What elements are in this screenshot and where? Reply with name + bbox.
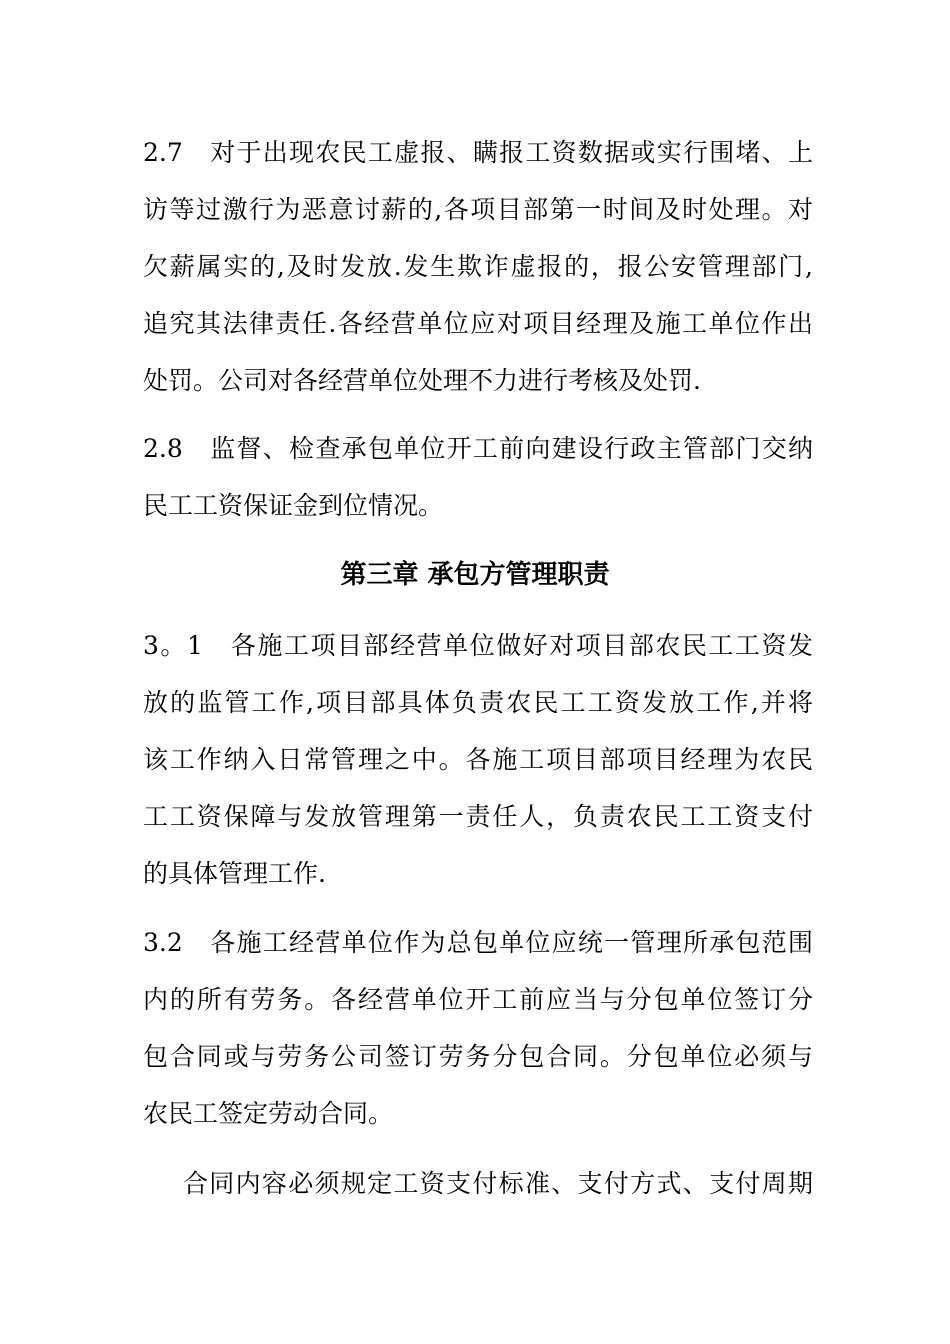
paragraph-line: 包合同或与劳务公司签订劳务分包合同。分包单位必须与 xyxy=(143,1042,813,1071)
paragraph-line: 欠薪属实的,及时发放.发生欺诈虚报的，报公安管理部门, xyxy=(143,252,813,281)
paragraph-line: 3。1 各施工项目部经营单位做好对项目部农民工工资发 xyxy=(143,631,813,660)
paragraph-line: 处罚。公司对各经营单位处理不力进行考核及处罚. xyxy=(143,366,701,395)
paragraph-line: 放的监管工作,项目部具体负责农民工工资发放工作,并将 xyxy=(143,688,813,717)
paragraph-line: 2.7 对于出现农民工虚报、瞒报工资数据或实行围堵、上 xyxy=(143,138,813,167)
paragraph-line: 农民工签定劳动合同。 xyxy=(143,1099,394,1128)
paragraph-line: 2.8 监督、检查承包单位开工前向建设行政主管部门交纳 xyxy=(143,434,813,463)
paragraph-line: 合同内容必须规定工资支付标准、支付方式、支付周期 xyxy=(183,1169,813,1198)
chapter-heading: 第三章 承包方管理职责 xyxy=(340,560,610,590)
paragraph-line: 访等过激行为恶意讨薪的,各项目部第一时间及时处理。对 xyxy=(143,195,813,224)
paragraph-line: 该工作纳入日常管理之中。各施工项目部项目经理为农民 xyxy=(143,745,813,774)
paragraph-line: 追究其法律责任.各经营单位应对项目经理及施工单位作出 xyxy=(143,309,813,338)
paragraph-line: 民工工资保证金到位情况。 xyxy=(143,491,444,520)
paragraph-line: 的具体管理工作. xyxy=(143,859,326,888)
paragraph-line: 3.2 各施工经营单位作为总包单位应统一管理所承包范围 xyxy=(143,928,813,957)
paragraph-line: 内的所有劳务。各经营单位开工前应当与分包单位签订分 xyxy=(143,985,813,1014)
paragraph-line: 工工资保障与发放管理第一责任人，负责农民工工资支付 xyxy=(143,802,813,831)
